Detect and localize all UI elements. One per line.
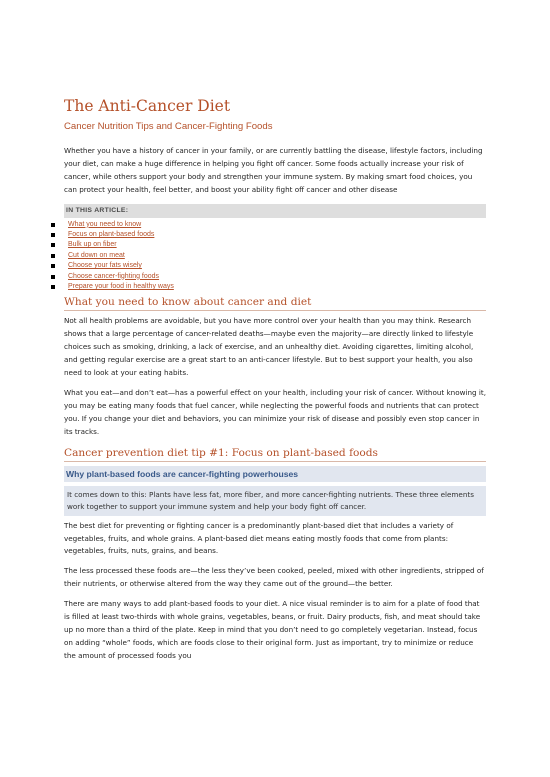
toc-item (64, 240, 486, 250)
sub-heading-banner: Why plant-based foods are cancer-fighting powerhouses (64, 466, 486, 482)
bullet-icon (51, 233, 55, 237)
toc-item (64, 282, 486, 292)
toc-item (64, 272, 486, 282)
bullet-icon (51, 243, 55, 247)
section2-paragraph-1: The best diet for preventing or fighting cancer is a predominantly plant-based diet that includes a variety of vegetables, fruits, and whole grains. A plant-based diet means eating mostly foods that come from plants: vegetables, fruits, nuts, grains, and beans. (64, 520, 454, 556)
toc-link-prepare-food[interactable]: Prepare your food in healthy ways (68, 283, 174, 291)
section1-paragraph-2: What you eat—and don’t eat—has a powerful effect on your health, including your risk of cancer. Without knowing it, you may be eating many foods that fuel cancer, while neglecting the powerful foods and nutrients that can protect you. If you change your diet and behaviors, you can minimize your risk of disease and possibly even stop cancer in its tracks. (64, 388, 486, 436)
toc-item (64, 261, 486, 271)
bullet-icon (51, 264, 55, 268)
toc-item (64, 251, 486, 261)
page-title: The Anti-Cancer Diet (64, 97, 231, 115)
section2-paragraph-2: The less processed these foods are—the less they’ve been cooked, peeled, mixed with other ingredients, stripped of their nutrients, or otherwise altered from the way they came out of the ground—the better. (64, 566, 484, 589)
toc-link-meat[interactable]: Cut down on meat (68, 251, 125, 259)
section-heading-plant-based: Cancer prevention diet tip #1: Focus on plant-based foods (64, 446, 486, 462)
callout-box: It comes down to this: Plants have less fat, more fiber, and more cancer-fighting nutrients. These three elements work together to support your immune system and help your body fight off cancer. (64, 486, 486, 516)
toc-link-fats[interactable]: Choose your fats wisely (68, 262, 142, 270)
in-this-article-heading: IN THIS ARTICLE: (64, 204, 486, 218)
toc-link-what-you-need-to-know[interactable]: What you need to know (68, 220, 142, 228)
bullet-icon (51, 275, 55, 279)
toc-link-plant-based-foods[interactable]: Focus on plant-based foods (68, 231, 155, 239)
page-subtitle: Cancer Nutrition Tips and Cancer-Fighting Foods (64, 121, 273, 132)
bullet-icon (51, 223, 55, 227)
toc-item (64, 220, 486, 230)
toc-item (64, 230, 486, 240)
toc-link-fiber[interactable]: Bulk up on fiber (68, 241, 117, 249)
intro-paragraph: Whether you have a history of cancer in your family, or are currently battling the disease, lifestyle factors, including your diet, can make a huge difference in helping you fight off cancer. Some foods actually increase your risk of cancer, while others support your body and strengthen your immune system. By making smart food choices, you can protect your health, feel better, and boost your ability fight off cancer and other disease (64, 146, 483, 194)
section1-paragraph-1: Not all health problems are avoidable, but you have more control over your health than you may think. Research shows that a large percentage of cancer-related deaths—maybe even the majority—are directly linked to lifestyle choices such as smoking, drinking, a lack of exercise, and an unhealthy diet. Avoiding cigarettes, limiting alcohol, and getting regular exercise are a great start to an anti-cancer lifestyle. But to best support your health, you also need to look at your eating habits. (64, 316, 474, 378)
bullet-icon (51, 285, 55, 289)
section-heading-cancer-and-diet: What you need to know about cancer and diet (64, 295, 486, 311)
toc-link-cancer-fighting-foods[interactable]: Choose cancer-fighting foods (68, 272, 160, 280)
section2-paragraph-3: There are many ways to add plant-based foods to your diet. A nice visual reminder is to aim for a plate of food that is filled at least two-thirds with whole grains, vegetables, beans, or fruit. Dairy products, fish, and meat should take up no more than a third of the plate. Keep in mind that you don’t need to go completely vegetarian. Instead, focus on adding “whole” foods, which are foods close to their original form. Just as important, try to minimize or reduce the amount of processed foods you (64, 599, 481, 660)
bullet-icon (51, 254, 55, 258)
table-of-contents (64, 218, 486, 293)
article-content (64, 96, 486, 670)
in-this-article-box (64, 204, 486, 293)
